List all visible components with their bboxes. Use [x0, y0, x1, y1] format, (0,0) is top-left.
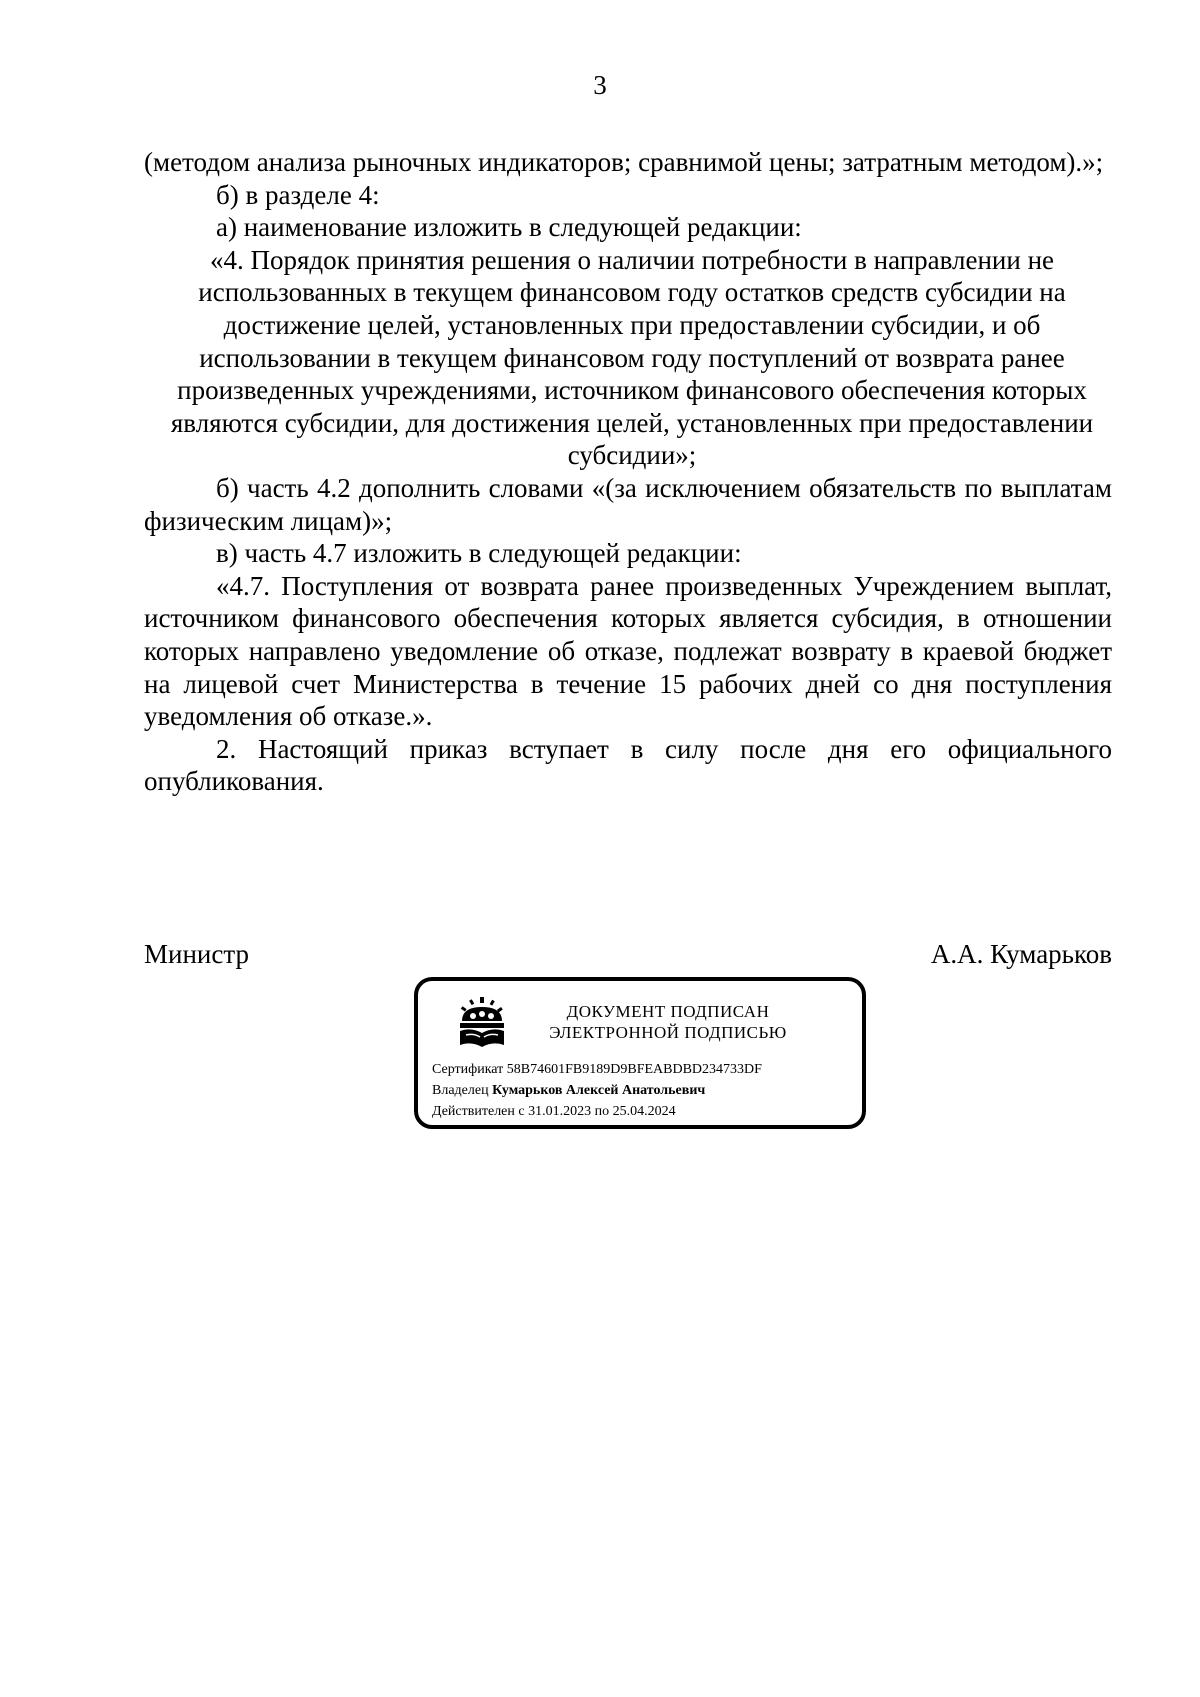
electronic-signature-stamp: [414, 977, 866, 1129]
paragraph-part-4-7-text: «4.7. Поступления от возврата ранее произведенных Учреждением выплат, источником финансового обеспечения которых является субсидия, в отношении которых направлено уведомление об отказе, подлежат возврату в краевой бюджет на лицевой счет Министерства в течение 15 рабочих дней со дня поступления уведомления об отказе.».: [144, 570, 1112, 732]
signatory-position: Министр: [144, 939, 249, 969]
document-body: [144, 146, 1112, 798]
valid-to-value: 25.04.2024: [612, 1104, 676, 1119]
paragraph-title-change: а) наименование изложить в следующей редакции:: [216, 212, 802, 243]
stamp-title-line-1: ДОКУМЕНТ ПОДПИСАН: [566, 1002, 770, 1021]
certificate-label: Сертификат: [432, 1062, 504, 1077]
stamp-title-line-2: ЭЛЕКТРОННОЙ ПОДПИСЬЮ: [549, 1023, 787, 1042]
paragraph-part-4-7: в) часть 4.7 изложить в следующей редакции:: [216, 538, 742, 569]
valid-from-label: Действителен с: [432, 1104, 525, 1119]
owner-value: Кумарьков Алексей Анатольевич: [492, 1083, 706, 1098]
owner-label: Владелец: [432, 1083, 489, 1098]
owner-line: [432, 1082, 705, 1100]
paragraph-continuation: (методом анализа рыночных индикаторов; сравнимой цены; затратным методом).»;: [144, 147, 1104, 177]
paragraph-part-4-2: б) часть 4.2 дополнить словами «(за исключением обязательств по выплатам физическим лицам)»;: [144, 472, 1112, 536]
coat-of-arms-emblem-icon: [456, 997, 508, 1053]
certificate-line: [432, 1061, 762, 1079]
stamp-title: [518, 1001, 818, 1043]
paragraph-section-4-title: «4. Порядок принятия решения о наличии потребности в направлении не использованных в текущем финансовом году остатков средств субсидии на достижение целей, установленных при предоставлении субсидии, и об использовании в текущем финансовом году поступлений от возврата ранее произведенных учреждениями, источником финансового обеспечения которых являются субсидии, для достижения целей, установленных при предоставлении субсидии»;: [170, 244, 1094, 471]
paragraph-section-4: б) в разделе 4:: [216, 179, 380, 210]
valid-to-label: по: [594, 1104, 610, 1119]
validity-line: [432, 1103, 676, 1121]
paragraph-effective-date: 2. Настоящий приказ вступает в силу после дня его официального опубликования.: [144, 733, 1112, 797]
signatory-name: А.А. Кумарьков: [930, 939, 1112, 969]
certificate-value: 58B74601FB9189D9BFEABDBD234733DF: [506, 1062, 762, 1077]
valid-from-value: 31.01.2023: [528, 1104, 592, 1119]
page-number: 3: [593, 70, 607, 100]
